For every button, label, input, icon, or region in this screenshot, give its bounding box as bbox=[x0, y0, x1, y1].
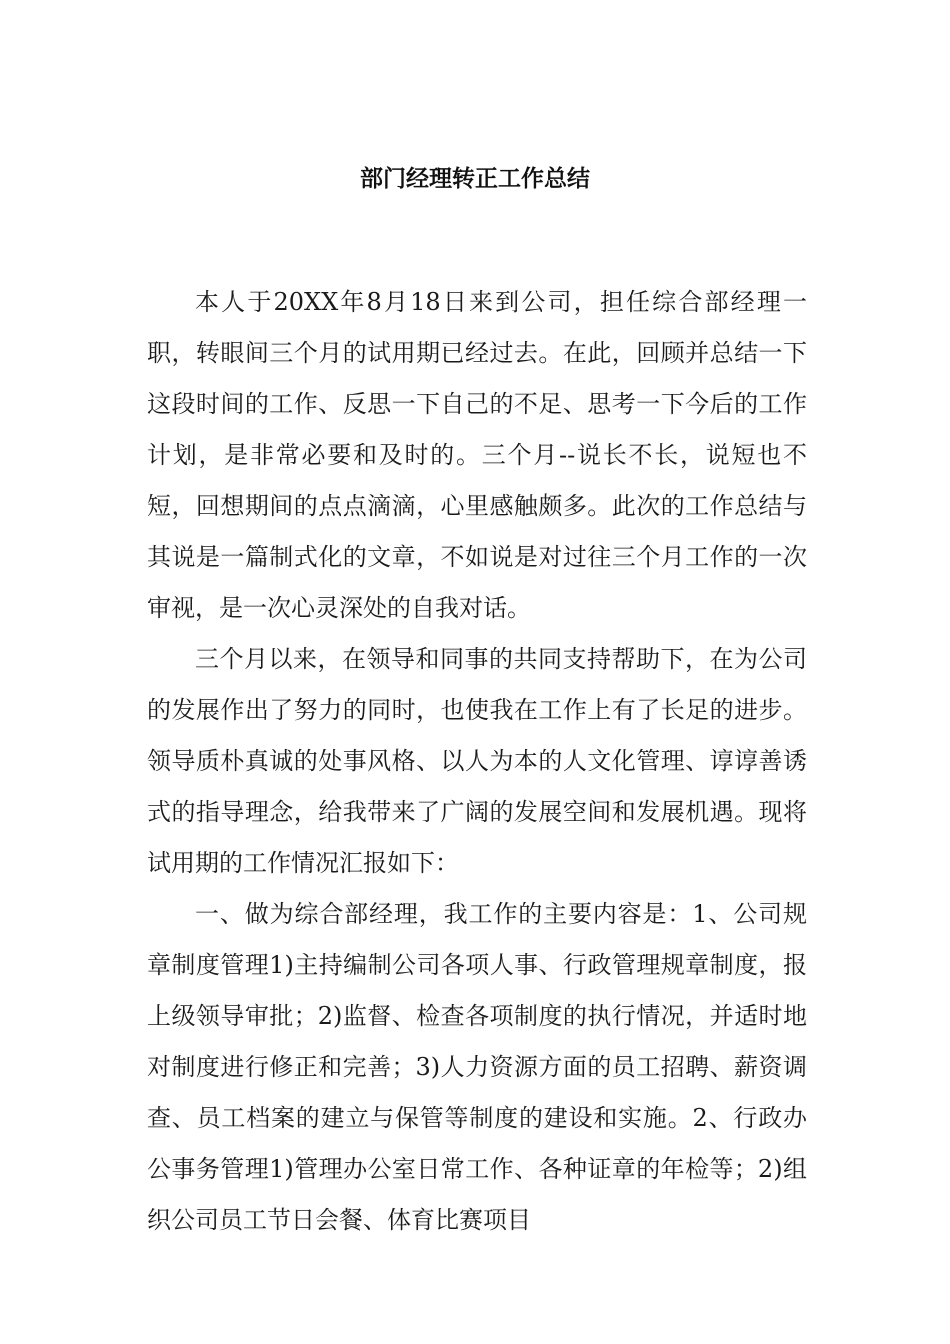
document-title: 部门经理转正工作总结 bbox=[360, 166, 590, 192]
paragraph-intro: 本人于20XX年8月18日来到公司，担任综合部经理一职，转眼间三个月的试用期已经过去。在此，回顾并总结一下这段时间的工作、反思一下自己的不足、思考一下今后的工作计划，是非常必要和及时的。三个月--说长不长，说短也不短，回想期间的点点滴滴，心里感触颇多。此次的工作总结与其说是一篇制式化的文章，不如说是对过往三个月工作的一次审视，是一次心灵深处的自我对话。 bbox=[147, 288, 807, 622]
paragraph-progress: 三个月以来，在领导和同事的共同支持帮助下，在为公司的发展作出了努力的同时，也使我在工作上有了长足的进步。领导质朴真诚的处事风格、以人为本的人文化管理、谆谆善诱式的指导理念，给我带来了广阔的发展空间和发展机遇。现将试用期的工作情况汇报如下： bbox=[147, 645, 807, 877]
paragraph-duties: 一、做为综合部经理，我工作的主要内容是：1、公司规章制度管理1)主持编制公司各项人事、行政管理规章制度，报上级领导审批；2)监督、检查各项制度的执行情况，并适时地对制度进行修正和完善；3)人力资源方面的员工招聘、薪资调查、员工档案的建立与保管等制度的建设和实施。2、行政办公事务管理1)管理办公室日常工作、各种证章的年检等；2)组织公司员工节日会餐、体育比赛项目 bbox=[147, 900, 807, 1234]
document-body bbox=[147, 277, 807, 1246]
